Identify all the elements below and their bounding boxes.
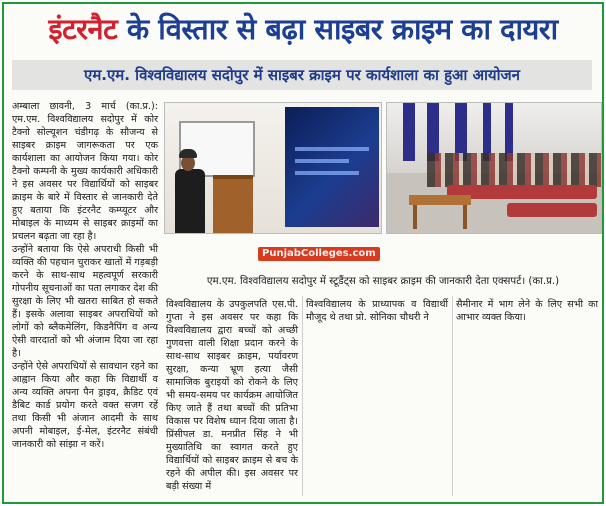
column-divider [302, 296, 303, 496]
speaker [175, 169, 205, 233]
article-column-2: विश्वविद्यालय के उपकुलपति एस.पी. गुप्ता ने इस अवसर पर कहा कि विश्वविद्यालय द्वारा बच्चों को अच्छी गुणवत्ता वाली शिक्षा प्रदान करने के साथ-साथ साइबर क्राइम, पर्यावरण सुरक्षा, कन्या भ्रूण हत्या जैसी सामाजिक बुराइयों को रोकने के लिए भी समय-समय पर कार्यक्रम आयोजित किए जाते हैं तथा बच्चों की प्रतिभा विकास पर विशेष ध्यान दिया जाता है। प्रिंसीपल डा. मनप्रीत सिंह ने भी मुख्यातिथि का स्वागत करते हुए विद्यार्थियों को साइबर क्राइम से बच के रहने की अपील की। इस अवसर पर बड़ी संख्या में [166, 299, 298, 492]
article-column-1 [12, 100, 158, 500]
newspaper-clipping [2, 2, 604, 504]
column-divider [452, 296, 453, 496]
photo-speaker [164, 102, 382, 234]
subheadline: एम.एम. विश्वविद्यालय सदोपुर में साइबर क्राइम पर कार्यशाला का हुआ आयोजन [12, 60, 592, 90]
watermark: PunjabColleges.com [258, 247, 380, 261]
article-paragraph: अम्बाला छावनी, 3 मार्च (का.प्र.): एम.एम. विश्वविद्यालय सदोपुर में कोर टैक्नो सोल्यूशन चंडीगढ़ के सौजन्य से साइबर क्राइम जागरूकता पर एक कार्यशाला का आयोजन किया गया। कोर टैक्नो कम्पनी के मुख्य कार्यकारी अधिकारी ने इस अवसर पर विद्यार्थियों को साइबर क्राइम के बारे में विस्तार से जानकारी देते हुए बताया कि इंटरनैट कम्प्यूटर और मोबाइल के माध्यम से साइबर क्राइमों का प्रचलन बढ़ता जा रहा है। [12, 101, 158, 242]
photo-caption: एम.एम. विश्वविद्यालय सदोपुर में स्टूडैंट्स को साइबर क्राइम की जानकारी देता एक्सपर्ट। (का.प्र.) [206, 276, 560, 287]
headline-rest: के विस्तार से बढ़ा साइबर क्राइम का दायरा [126, 12, 558, 46]
article-paragraph: उन्होंने बताया कि ऐसे अपराधी किसी भी व्यक्ति की पहचान चुराकर खातों में गड़बड़ी करने के साथ-साथ महत्वपूर्ण सरकारी गोपनीय सूचनाओं का पता लगाकर देश की सुरक्षा के लिए भी खतरा साबित हो सकते हैं। इसके अलावा साइबर अपराधियों को लोगों को ब्लैकमेलिंग, किडनैपिंग व अन्य ऐसी वारदातों को भी अंजाम दिया जा रहा है। [12, 244, 158, 359]
table [409, 195, 471, 205]
photo-audience [386, 102, 602, 234]
article-column-4: सैमीनार में भाग लेने के लिए सभी का आभार व्यक्त किया। [456, 299, 598, 323]
headline [4, 6, 602, 52]
event-banner [285, 107, 379, 227]
podium [213, 175, 253, 234]
headline-highlight: इंटरनैट [48, 12, 118, 46]
article-paragraph: उन्होंने ऐसे अपराधियों से सावधान रहने का आह्वान किया और कहा कि विद्यार्थी व अन्य व्यक्ति अपना पैन ड्राइव, क्रैडिट एवं डैबिट कार्ड प्रयोग करते वक्त सजग रहें तथा किसी भी अंजान आदमी के साथ अपनी मोबाइल, ई-मेल, इंटरनैट संबंधी जानकारी को सांझा न करें। [12, 361, 158, 450]
article-column-3: विश्वविद्यालय के प्राध्यापक व विद्यार्थी मौजूद थे तथा प्रो. सोनिका चौधरी ने [306, 299, 448, 323]
audience-crowd [427, 153, 601, 187]
